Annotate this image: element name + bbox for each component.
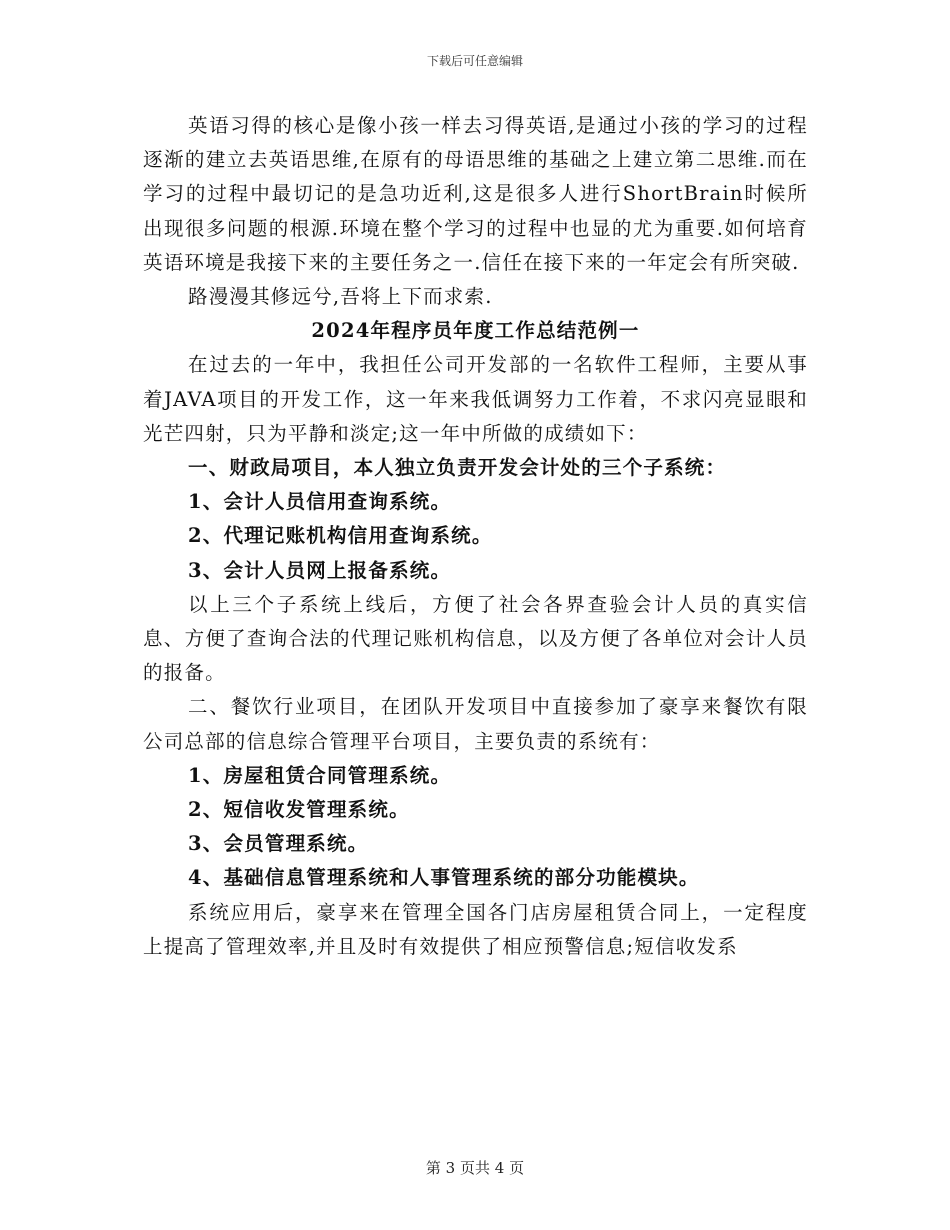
list-item: 2、短信收发管理系统。 [188, 798, 410, 822]
paragraph-intro: 在过去的一年中，我担任公司开发部的一名软件工程师，主要从事着JAVA项目的开发工作，这一年来我低调努力工作着，不求闪亮显眼和光芒四射，只为平静和淡定;这一年中所做的成绩如下： [143, 353, 808, 445]
paragraph-quote: 路漫漫其修远兮,吾将上下而求索. [188, 285, 493, 309]
document-body [143, 109, 808, 964]
page-number: 第 3 页共 4 页 [425, 1159, 525, 1177]
list-item: 2、代理记账机构信用查询系统。 [188, 524, 493, 548]
paragraph-catering-result: 系统应用后，豪享来在管理全国各门店房屋租赁合同上，一定程度上提高了管理效率,并且及时有效提供了相应预警信息;短信收发系 [143, 900, 808, 958]
list-item: 1、会计人员信用查询系统。 [188, 490, 452, 514]
section-title: 2024年程序员年度工作总结范例一 [311, 319, 640, 343]
list-item: 3、会计人员网上报备系统。 [188, 558, 452, 582]
heading-finance-project: 一、财政局项目，本人独立负责开发会计处的三个子系统： [188, 456, 727, 480]
list-item: 1、房屋租赁合同管理系统。 [188, 763, 452, 787]
paragraph-english-acquisition: 英语习得的核心是像小孩一样去习得英语,是通过小孩的学习的过程逐渐的建立去英语思维,在原有的母语思维的基础之上建立第二思维.而在学习的过程中最切记的是急功近利,这是很多人进行ShortBrain时候所出现很多问题的根源.环境在整个学习的过程中也显的尤为重要.如何培育英语环境是我接下来的主要任务之一.信任在接下来的一年定会有所突破. [143, 114, 808, 274]
paragraph-catering-project: 二、餐饮行业项目，在团队开发项目中直接参加了豪享来餐饮有限公司总部的信息综合管理平台项目，主要负责的系统有： [143, 695, 808, 753]
list-item: 4、基础信息管理系统和人事管理系统的部分功能模块。 [188, 866, 700, 890]
page-header-note: 下载后可任意编辑 [426, 54, 523, 68]
list-item: 3、会员管理系统。 [188, 832, 369, 856]
paragraph-finance-result: 以上三个子系统上线后，方便了社会各界查验会计人员的真实信息、方便了查询合法的代理记账机构信息，以及方便了各单位对会计人员的报备。 [143, 592, 808, 685]
